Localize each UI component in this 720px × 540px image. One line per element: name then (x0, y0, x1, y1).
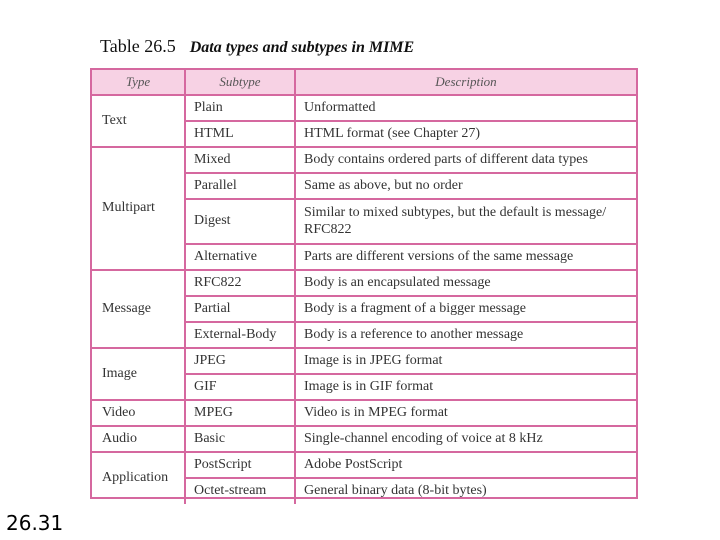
header-description: Description (295, 70, 636, 95)
header-subtype: Subtype (185, 70, 295, 95)
caption-number: Table 26.5 (100, 36, 176, 56)
subtype-cell: PostScript (185, 452, 295, 478)
slide-number: 26.31 (6, 511, 64, 535)
table-row (92, 452, 636, 478)
subtype-cell: HTML (185, 121, 295, 147)
description-cell: Image is in JPEG format (295, 348, 636, 374)
subtype-cell: Partial (185, 296, 295, 322)
description-cell: Parts are different versions of the same message (295, 244, 636, 270)
mime-types-table (92, 70, 636, 504)
description-cell: Body is a fragment of a bigger message (295, 296, 636, 322)
table-row (92, 426, 636, 452)
description-cell: Single-channel encoding of voice at 8 kHz (295, 426, 636, 452)
subtype-cell: Mixed (185, 147, 295, 173)
type-cell: Application (92, 452, 185, 504)
description-cell: Body contains ordered parts of different data types (295, 147, 636, 173)
type-cell: Video (92, 400, 185, 426)
type-cell: Message (92, 270, 185, 348)
description-cell: Same as above, but no order (295, 173, 636, 199)
subtype-cell: JPEG (185, 348, 295, 374)
type-cell: Multipart (92, 147, 185, 270)
subtype-cell: Octet-stream (185, 478, 295, 504)
description-cell: Video is in MPEG format (295, 400, 636, 426)
description-cell: Image is in GIF format (295, 374, 636, 400)
caption-title: Data types and subtypes in MIME (189, 39, 415, 56)
table-header-row (92, 70, 636, 95)
description-cell: General binary data (8-bit bytes) (295, 478, 636, 504)
type-cell: Image (92, 348, 185, 400)
subtype-cell: Digest (185, 199, 295, 244)
mime-table-frame (90, 68, 638, 499)
description-cell: Unformatted (295, 95, 636, 121)
table-body (92, 95, 636, 504)
subtype-cell: Plain (185, 95, 295, 121)
subtype-cell: Alternative (185, 244, 295, 270)
table-row (92, 400, 636, 426)
description-cell: Adobe PostScript (295, 452, 636, 478)
subtype-cell: Basic (185, 426, 295, 452)
subtype-cell: Parallel (185, 173, 295, 199)
table-row (92, 270, 636, 296)
table-row (92, 348, 636, 374)
description-cell: Body is a reference to another message (295, 322, 636, 348)
header-type: Type (92, 70, 185, 95)
table-row (92, 147, 636, 173)
table-row (92, 95, 636, 121)
subtype-cell: GIF (185, 374, 295, 400)
description-cell: Body is an encapsulated message (295, 270, 636, 296)
type-cell: Audio (92, 426, 185, 452)
type-cell: Text (102, 112, 127, 128)
description-cell: HTML format (see Chapter 27) (295, 121, 636, 147)
subtype-cell: RFC822 (185, 270, 295, 296)
subtype-cell: External-Body (185, 322, 295, 348)
table-caption (100, 36, 414, 57)
description-cell: Similar to mixed subtypes, but the default is message/ RFC822 (295, 199, 636, 244)
subtype-cell: MPEG (185, 400, 295, 426)
